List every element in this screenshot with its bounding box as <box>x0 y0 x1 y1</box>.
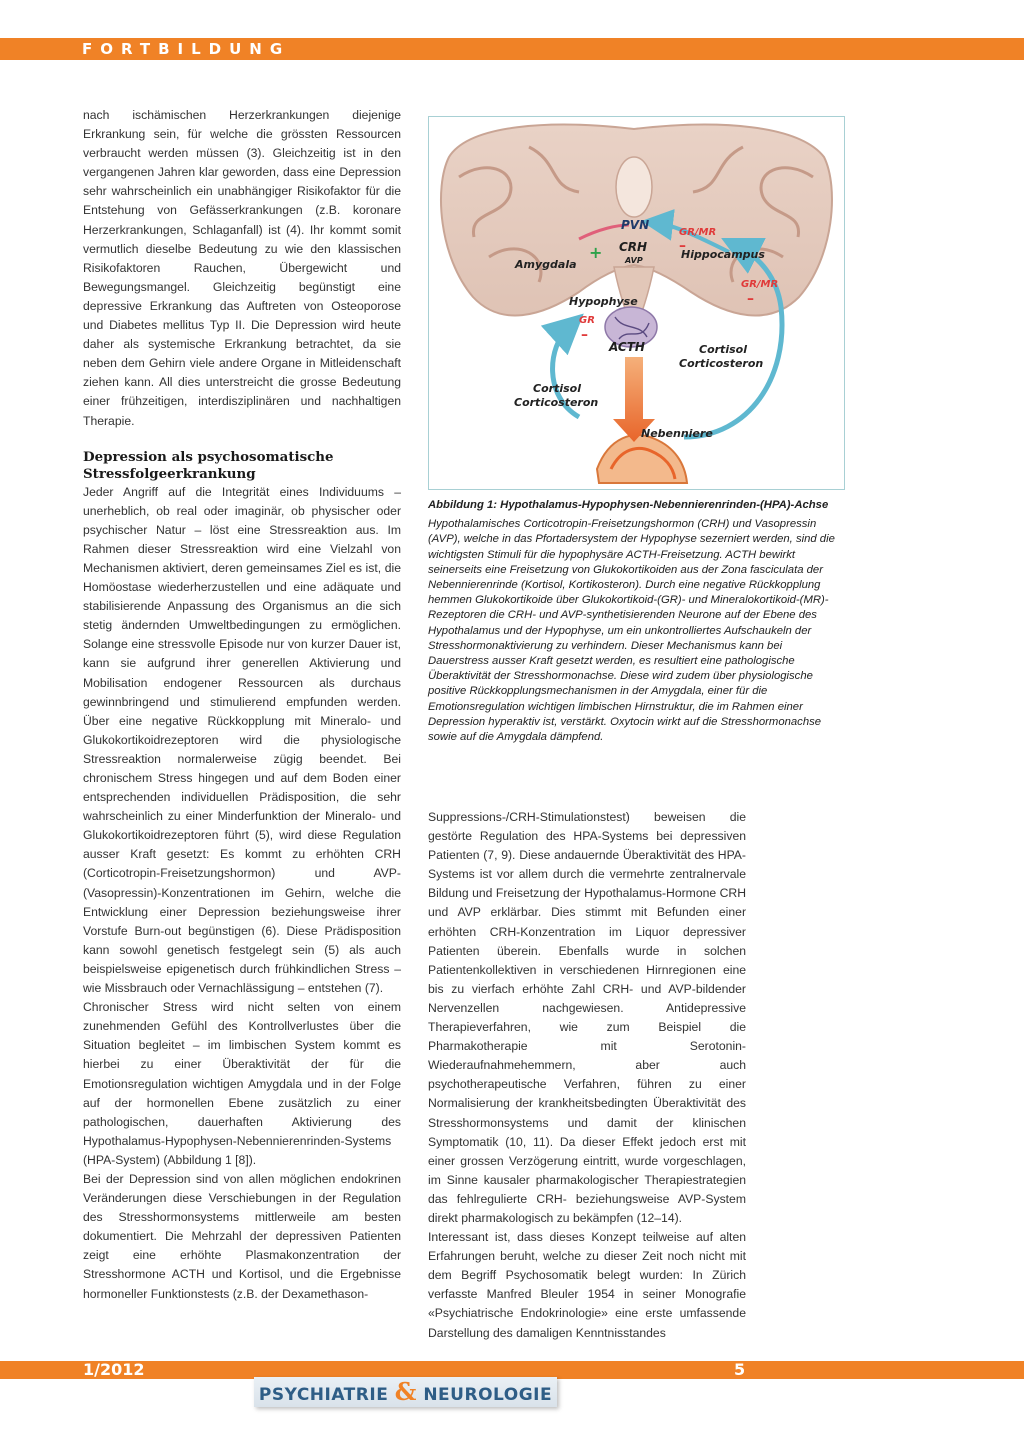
label-acth: ACTH <box>609 340 645 354</box>
header-bar <box>0 38 1024 60</box>
hpa-axis-illustration <box>429 117 843 488</box>
caption-title: Abbildung 1: Hypothalamus-Hypophysen-Nebennierenrinden-(HPA)-Achse <box>428 499 829 511</box>
label-gr: GR <box>579 315 595 326</box>
label-hippocampus: Hippocampus <box>681 248 765 261</box>
left-column <box>83 106 401 1304</box>
label-cortisol-right: Cortisol <box>699 343 747 356</box>
label-cortisol-left: Cortisol <box>533 382 581 395</box>
label-nebenniere: Nebenniere <box>641 427 713 440</box>
paragraph: Chronischer Stress wird nicht selten von einem zunehmenden Gefühl des Kontrollverlustes über die Situation begleitet – im limbischen System kommt es hierbei zu einer Überaktivität der für die Emotionsregulation wichtigen Amygdala und in der Folge auf der hormonellen Ebene zusätzlich zu einer pathologischen, dauerhaften Aktivierung des Hypothalamus-Hypophysen-Nebennierenrinden-Systems (HPA-System) (Abbildung 1 [8]). <box>83 1000 401 1167</box>
label-grmr-1: GR/MR <box>679 227 717 238</box>
ventricle <box>616 157 652 217</box>
right-column <box>428 808 746 1343</box>
paragraph: Interessant ist, dass dieses Konzept teilweise auf alten Erfahrungen beruht, welche zu dieser Zeit noch nicht mit dem Begriff Psychosomatik belegt wurden: In Zürich verfasste Manfred Bleuler 1954 in seiner Monografie «Psychiatrische Endokrinologie» eine erste umfassende Darstellung des damaligen Kenntnisstandes <box>428 1230 746 1340</box>
label-corticosteron-left: Corticosteron <box>514 396 599 409</box>
journal-name-part2: NEUROLOGIE <box>423 1385 553 1405</box>
label-corticosteron-right: Corticosteron <box>679 357 764 370</box>
label-minus-sign-3: – <box>581 327 588 343</box>
label-hypophyse: Hypophyse <box>569 295 638 308</box>
issue-number: 1/2012 <box>83 1360 145 1379</box>
section-label: FORTBILDUNG <box>82 40 291 58</box>
section-heading: Depression als psychosomatische Stressfolgeerkrankung <box>83 448 334 482</box>
paragraph: Suppressions-/CRH-Stimulationstest) beweisen die gestörte Regulation des HPA-Systems bei depressiven Patienten (7, 9). Diese andauernde Überaktivität des HPA-Systems ist vor allem durch die vermehrte zentralnervale Bildung und Freisetzung der Hypothalamus-Hormone CRH und AVP erklärbar. Dies stimmt mit Befunden einer erhöhten CRH-Konzentration im Liquor depressiver Patienten überein. Ebenfalls wurde in solchen Patientenkollektiven in verschiedenen Hirnregionen eine bis zu vierfach erhöhte Zahl CRH- und AVP-bildender Nervenzellen nachgewiesen. Antidepressive Therapieverfahren, wie zum Beispiel die Pharmakotherapie mit Serotonin-Wiederaufnahmehemmern, aber auch psychotherapeutische Verfahren, führen zu einer Normalisierung der krankheitsbedingten Überaktivität des Stresshormonsystems und damit der klinischen Symptomatik (10, 11). Da dieser Effekt jedoch erst mit einer grossen Verzögerung eintritt, wurde vorgeschlagen, im Sinne kausaler pharmakologischer Therapiestrategien das fehlregulierte CRH- beziehungsweise AVP-System direkt pharmakologisch zu bekämpfen (12–14). <box>428 810 746 1225</box>
label-amygdala: Amygdala <box>515 258 577 271</box>
journal-name-part1: PSYCHIATRIE <box>258 1385 389 1405</box>
paragraph: Jeder Angriff auf die Integrität eines Individuums – unerheblich, ob real oder imaginär, ob physischer oder psychischer Natur – löst eine Stressreaktion aus. Im Rahmen dieser Stressreaktion wird eine Vielzahl von Mechanismen aktiviert, deren gemeinsames Ziel es ist, die Homöostase wiederherzustellen und eine adäquate und stabilisierende Anpassung des Organismus an die sich stetig ändernden Umweltbedingungen zu ermöglichen. Solange eine stressvolle Episode nur von kurzer Dauer ist, kann sie aufgrund ihrer generellen Aktivierung und Mobilisation endogener Ressourcen als durchaus gewinnbringend und stimulierend empfunden werden. Über eine negative Rückkopplung mit Mineralo- und Glukokortikoidrezeptoren wird die physiologische Stressreaktion normalerweise zügig beendet. Bei chronischem Stress hingegen und auf dem Boden einer entsprechenden individuellen Prädisposition, die sehr wahrscheinlich zu einer Minderfunktion der Mineralo- und Glukokortikoidrezeptoren führt (5), wird diese Regulation ausser Kraft gesetzt: Es kommt zu erhöhten CRH (Corticotropin-Freisetzungshormon) und AVP-(Vasopressin)-Konzentrationen im Gehirn, welche die Entwicklung einer Depression beziehungsweise ihrer Vorstufe Burn-out begünstigen (6). Diese Prädisposition kann sowohl genetisch festgelegt sein (5) als auch beispielsweise epigenetisch durch frühkindlichen Stress – wie Missbrauch oder Vernachlässigung – entstehen (7). <box>83 484 401 996</box>
label-grmr-2: GR/MR <box>741 279 779 290</box>
caption-text: Hypothalamisches Corticotropin-Freisetzungshormon (CRH) und Vasopressin (AVP), welche in das Pfortadersystem der Hypophyse sezerniert werden, sind die wichtigsten Stimuli für die hypophysäre ACTH-Freisetzung. ACTH bewirkt seinerseits eine Freisetzung von Glukokortikoiden aus der Zona fasciculata der Nebennierenrinde (Kortisol, Kortikosteron). Durch eine negative Rückkopplung hemmen Glukokortikoide über Glukokortikoid-(GR)- und Mineralokortikoid-(MR)-Rezeptoren die CRH- und AVP-synthetisierenden Neurone auf der Ebene des Hypothalamus und der Hypophyse, um ein unkontrolliertes Aufschaukeln der Stresshormonaktivierung zu verhindern. Dieser Mechanismus kann bei Dauerstress ausser Kraft gesetzt werden, es resultiert eine pathologische Überaktivität der Stresshormonachse. Diese wird zudem über physiologische positive Rückkopplungsmechanismen in der Amygdala, einer für die Emotionsregulation wichtigen limbischen Hirnstruktur, die im Rahmen einer Depression hyperaktiv ist, verstärkt. Oxytocin wirkt auf die Stresshormonachse sowie auf die Amygdala dämpfend. <box>428 518 835 744</box>
label-minus-sign-1: – <box>679 238 686 254</box>
label-plus-sign: + <box>589 243 603 262</box>
label-avp: AVP <box>625 256 643 265</box>
paragraph: Bei der Depression sind von allen möglichen endokrinen Veränderungen diese Verschiebungen in der Regulation des Stresshormonsystems mittlerweile am besten dokumentiert. Die Mehrzahl der depressiven Patienten zeigt eine erhöhte Plasmakonzentration der Stresshormone ACTH und Kortisol, und die Ergebnisse hormoneller Funktionstests (z.B. der Dexamethason- <box>83 1171 401 1301</box>
label-crh: CRH <box>619 240 648 254</box>
label-minus-sign-2: – <box>747 291 754 307</box>
page-number: 5 <box>734 1360 746 1379</box>
figure-hpa-axis <box>428 116 845 490</box>
label-pvn: PVN <box>621 218 650 232</box>
journal-logo <box>254 1377 557 1407</box>
figure-caption <box>428 498 846 745</box>
paragraph: nach ischämischen Herzerkrankungen diejenige Erkrankung sein, für welche die grössten Ressourcen verbraucht werden müssen (3). Gleichzeitig ist in den vergangenen Jahren klar geworden, dass eine Depression sehr wahrscheinlich ein unabhängiger Risikofaktor für die Entstehung von Gefässerkrankungen (z.B. koronare Herzerkrankungen, Schlaganfall) ist (4). Ihr kommt somit vermutlich dieselbe Bedeutung zu wie den klassischen Risikofaktoren Rauchen, Übergewicht und Bewegungsmangel. Gleichzeitig begünstigt eine depressive Erkrankung das Auftreten von Osteoporose und Diabetes mellitus Typ II. Die Depression wird heute daher als systemische Erkrankung betrachtet, da sie neben dem Gehirn viele andere Organe in Mitleidenschaft ziehen kann. All dies unterstreicht die grosse Bedeutung einer frühzeitigen, interdisziplinären und nachhaltigen Therapie. <box>83 108 401 428</box>
journal-ampersand: & <box>394 1377 417 1406</box>
